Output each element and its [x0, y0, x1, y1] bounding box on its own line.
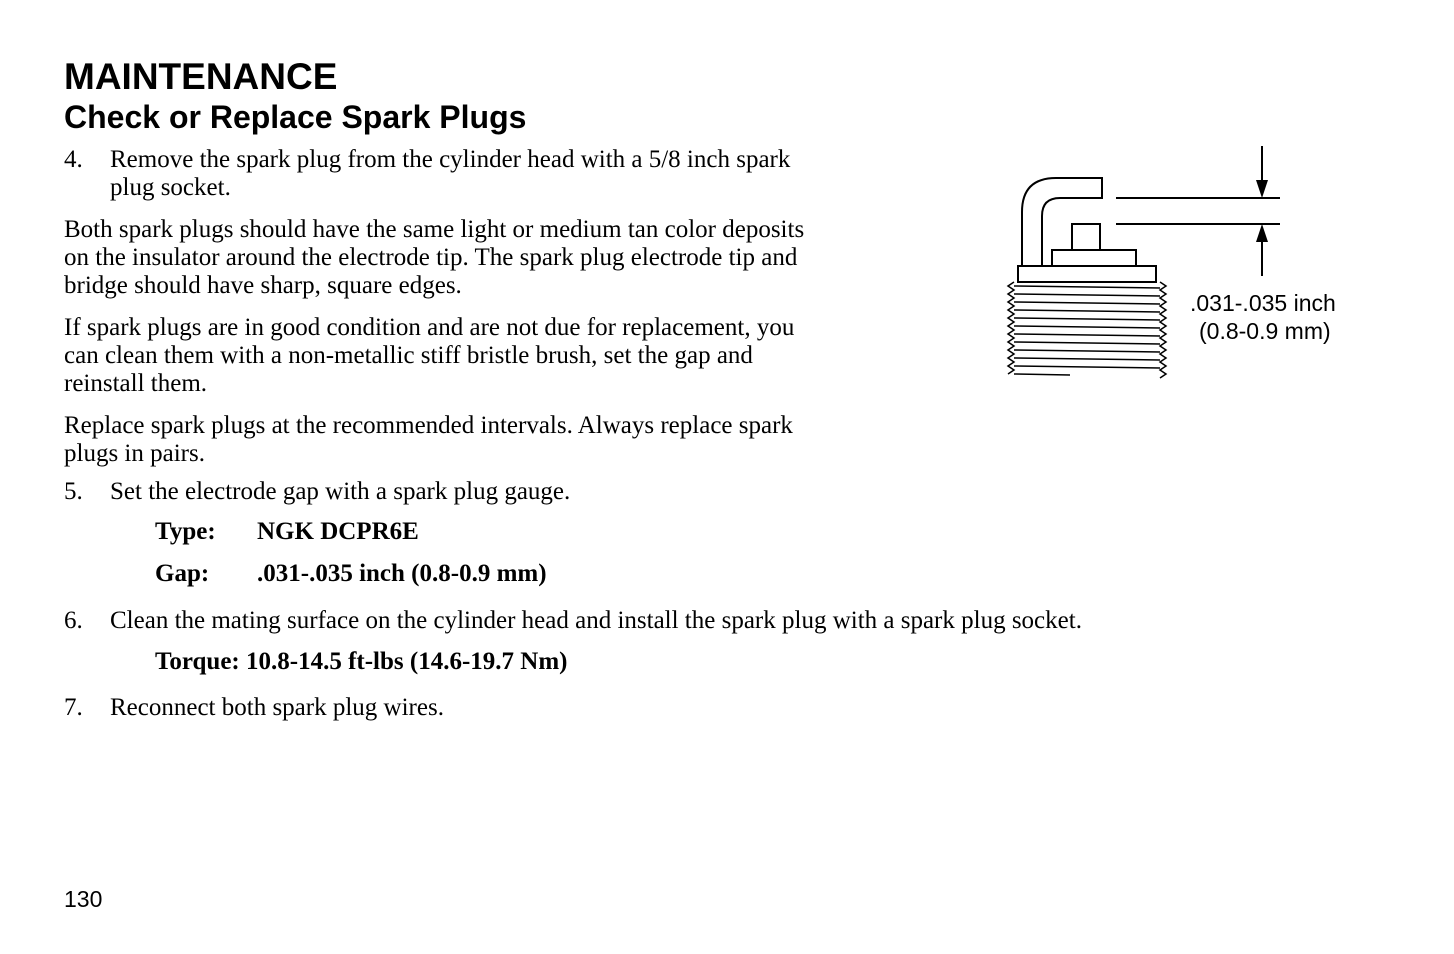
step-number: 5. — [64, 478, 83, 505]
ground-electrode — [1022, 178, 1102, 266]
arrow-down-icon — [1256, 180, 1268, 198]
shell-top — [1018, 266, 1156, 282]
section-title: MAINTENANCE — [64, 56, 338, 97]
step-text: Clean the mating surface on the cylinder head and install the spark plug with a spark plug socket. — [110, 607, 1082, 634]
spec-text: Torque: 10.8-14.5 ft-lbs (14.6-19.7 Nm) — [155, 648, 568, 675]
paragraph-replace — [64, 412, 904, 468]
arrow-up-icon — [1256, 224, 1268, 242]
center-electrode — [1072, 224, 1100, 250]
step-4 — [64, 146, 904, 202]
step-7 — [64, 694, 904, 722]
step-number: 6. — [64, 607, 83, 634]
paragraph-line: can clean them with a non-metallic stiff bristle brush, set the gap and — [64, 342, 753, 369]
gap-label-inch: .031-.035 inch — [1190, 290, 1336, 316]
paragraph-line: bridge should have sharp, square edges. — [64, 272, 462, 299]
spec-type — [155, 518, 655, 546]
paragraph-line: reinstall them. — [64, 370, 208, 397]
paragraph-line: If spark plugs are in good condition and are not due for replacement, you — [64, 314, 795, 341]
step-number: 7. — [64, 694, 83, 721]
spec-label: Type: — [155, 518, 216, 545]
paragraph-deposits — [64, 216, 904, 300]
step-text-line: Remove the spark plug from the cylinder head with a 5/8 inch spark — [110, 146, 791, 173]
page-number: 130 — [64, 886, 103, 912]
paragraph-line: Both spark plugs should have the same light or medium tan color deposits — [64, 216, 805, 243]
step-6 — [64, 607, 1264, 635]
spec-torque — [155, 648, 755, 676]
spark-plug-illustration — [1000, 140, 1360, 390]
gap-label-mm: (0.8-0.9 mm) — [1199, 318, 1331, 344]
paragraph-line: plugs in pairs. — [64, 440, 205, 467]
spec-value: NGK DCPR6E — [257, 518, 419, 545]
step-5 — [64, 478, 904, 506]
step-text-line: plug socket. — [110, 174, 231, 201]
spec-value: .031-.035 inch (0.8-0.9 mm) — [257, 560, 547, 587]
step-text: Reconnect both spark plug wires. — [110, 694, 444, 721]
threads — [1008, 282, 1166, 378]
step-number: 4. — [64, 146, 83, 173]
spec-label: Gap: — [155, 560, 210, 587]
page-title: Check or Replace Spark Plugs — [64, 99, 527, 135]
paragraph-line: Replace spark plugs at the recommended intervals. Always replace spark — [64, 412, 793, 439]
paragraph-line: on the insulator around the electrode tip. The spark plug electrode tip and — [64, 244, 798, 271]
spec-gap — [155, 560, 655, 588]
step-text: Set the electrode gap with a spark plug gauge. — [110, 478, 571, 505]
insulator-step — [1052, 250, 1136, 266]
paragraph-cleaning — [64, 314, 904, 398]
spark-plug-gap-diagram — [1000, 140, 1360, 390]
